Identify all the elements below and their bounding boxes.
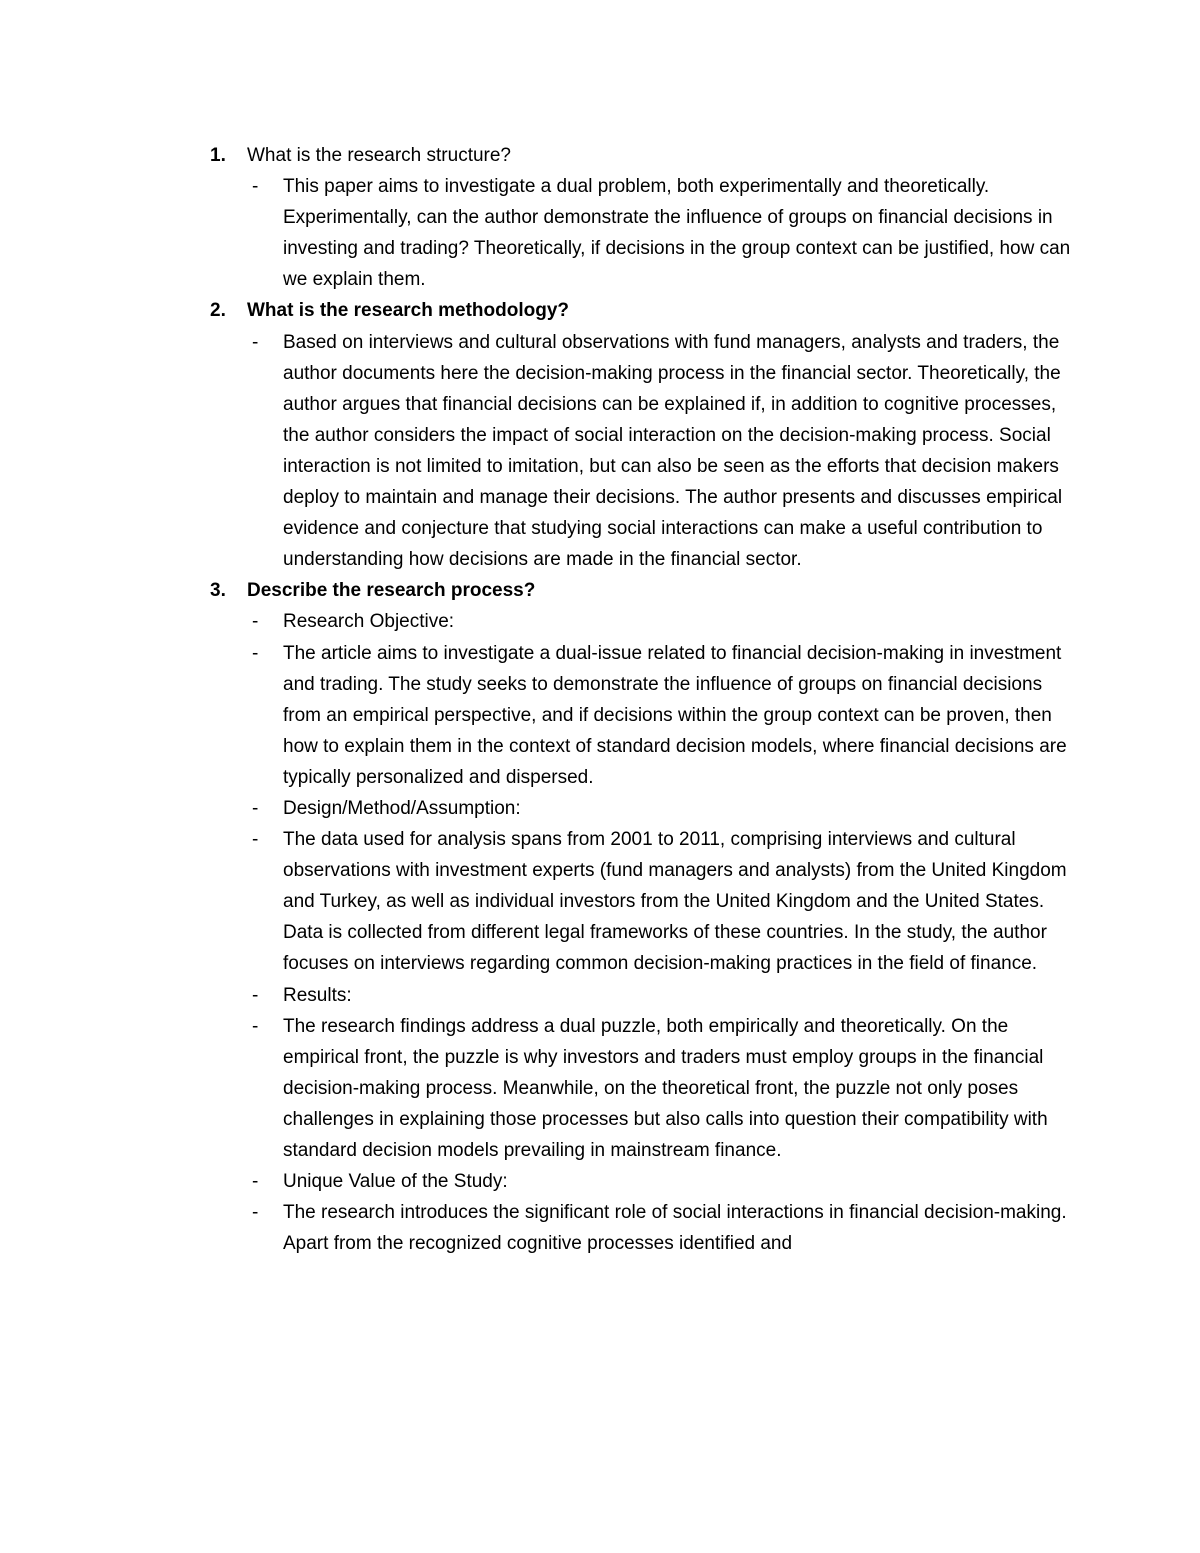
answer-text: Research Objective: [283,611,455,633]
dash-bullet: - [252,1171,259,1193]
question-number: 3. [210,580,226,602]
answer-item [210,327,1080,576]
answer-item [210,793,1080,824]
answer-text: Design/Method/Assumption: [283,797,521,819]
dash-bullet: - [252,1202,259,1224]
answer-text: The research findings address a dual puzzle, both empirically and theoretically. On the empirical front, the puzzle is why investors and traders must employ groups in the financial decision-making process. Meanwhile, on the theoretical front, the puzzle not only poses challenges in explaining those processes but also calls into question their compatibility with standard decision models prevailing in mainstream finance. [283,1015,1048,1161]
answer-item [210,824,1080,979]
answer-text: The research introduces the significant role of social interactions in financial decision-making. Apart from the recognized cognitive processes identified and [283,1202,1067,1255]
dash-bullet: - [252,797,259,819]
dash-bullet: - [252,1015,259,1037]
question-number: 2. [210,300,226,322]
answer-item [210,1166,1080,1197]
answer-item [210,1197,1080,1259]
answer-item [210,638,1080,793]
answer-text: This paper aims to investigate a dual problem, both experimentally and theoretically. Experimentally, can the author demonstrate the influence of groups on financial decisions in investing and trading? Theoretically, if decisions in the group context can be justified, how can we explain them. [283,176,1071,291]
dash-bullet: - [252,176,259,198]
question-title: Describe the research process? [247,580,536,602]
dash-bullet: - [252,984,259,1006]
question-number: 1. [210,145,226,166]
dash-bullet: - [252,829,259,851]
answer-item [210,1011,1080,1166]
dash-bullet: - [252,611,259,633]
document-content [210,140,1080,1259]
answer-item [210,980,1080,1011]
question-1 [210,140,1080,171]
answer-text: Results: [283,984,352,1006]
answer-text: The data used for analysis spans from 2001 to 2011, comprising interviews and cultural observations with investment experts (fund managers and analysts) from the United Kingdom and Turkey, as well as individual investors from the United Kingdom and the United States. Data is collected from different legal frameworks of these countries. In the study, the author focuses on interviews regarding common decision-making practices in the field of finance. [283,829,1067,975]
dash-bullet: - [252,642,259,664]
question-2 [210,295,1080,326]
answer-text: The article aims to investigate a dual-issue related to financial decision-making in investment and trading. The study seeks to demonstrate the influence of groups on financial decisions from an empirical perspective, and if decisions within the group context can be proven, then how to explain them in the context of standard decision models, where financial decisions are typically personalized and dispersed. [283,642,1067,788]
answer-item [210,606,1080,637]
question-3 [210,575,1080,606]
question-title: What is the research methodology? [247,300,569,322]
question-title: What is the research structure? [247,145,511,166]
answer-text: Unique Value of the Study: [283,1171,508,1193]
answer-item [210,171,1080,295]
answer-text: Based on interviews and cultural observations with fund managers, analysts and traders, the author documents here the decision-making process in the financial sector. Theoretically, the author argues that financial decisions can be explained if, in addition to cognitive processes, the author considers the impact of social interaction on the decision-making process. Social interaction is not limited to imitation, but can also be seen as the efforts that decision makers deploy to maintain and manage their decisions. The author presents and discusses empirical evidence and conjecture that studying social interactions can make a useful contribution to understanding how decisions are made in the financial sector. [283,331,1063,571]
dash-bullet: - [252,331,259,353]
